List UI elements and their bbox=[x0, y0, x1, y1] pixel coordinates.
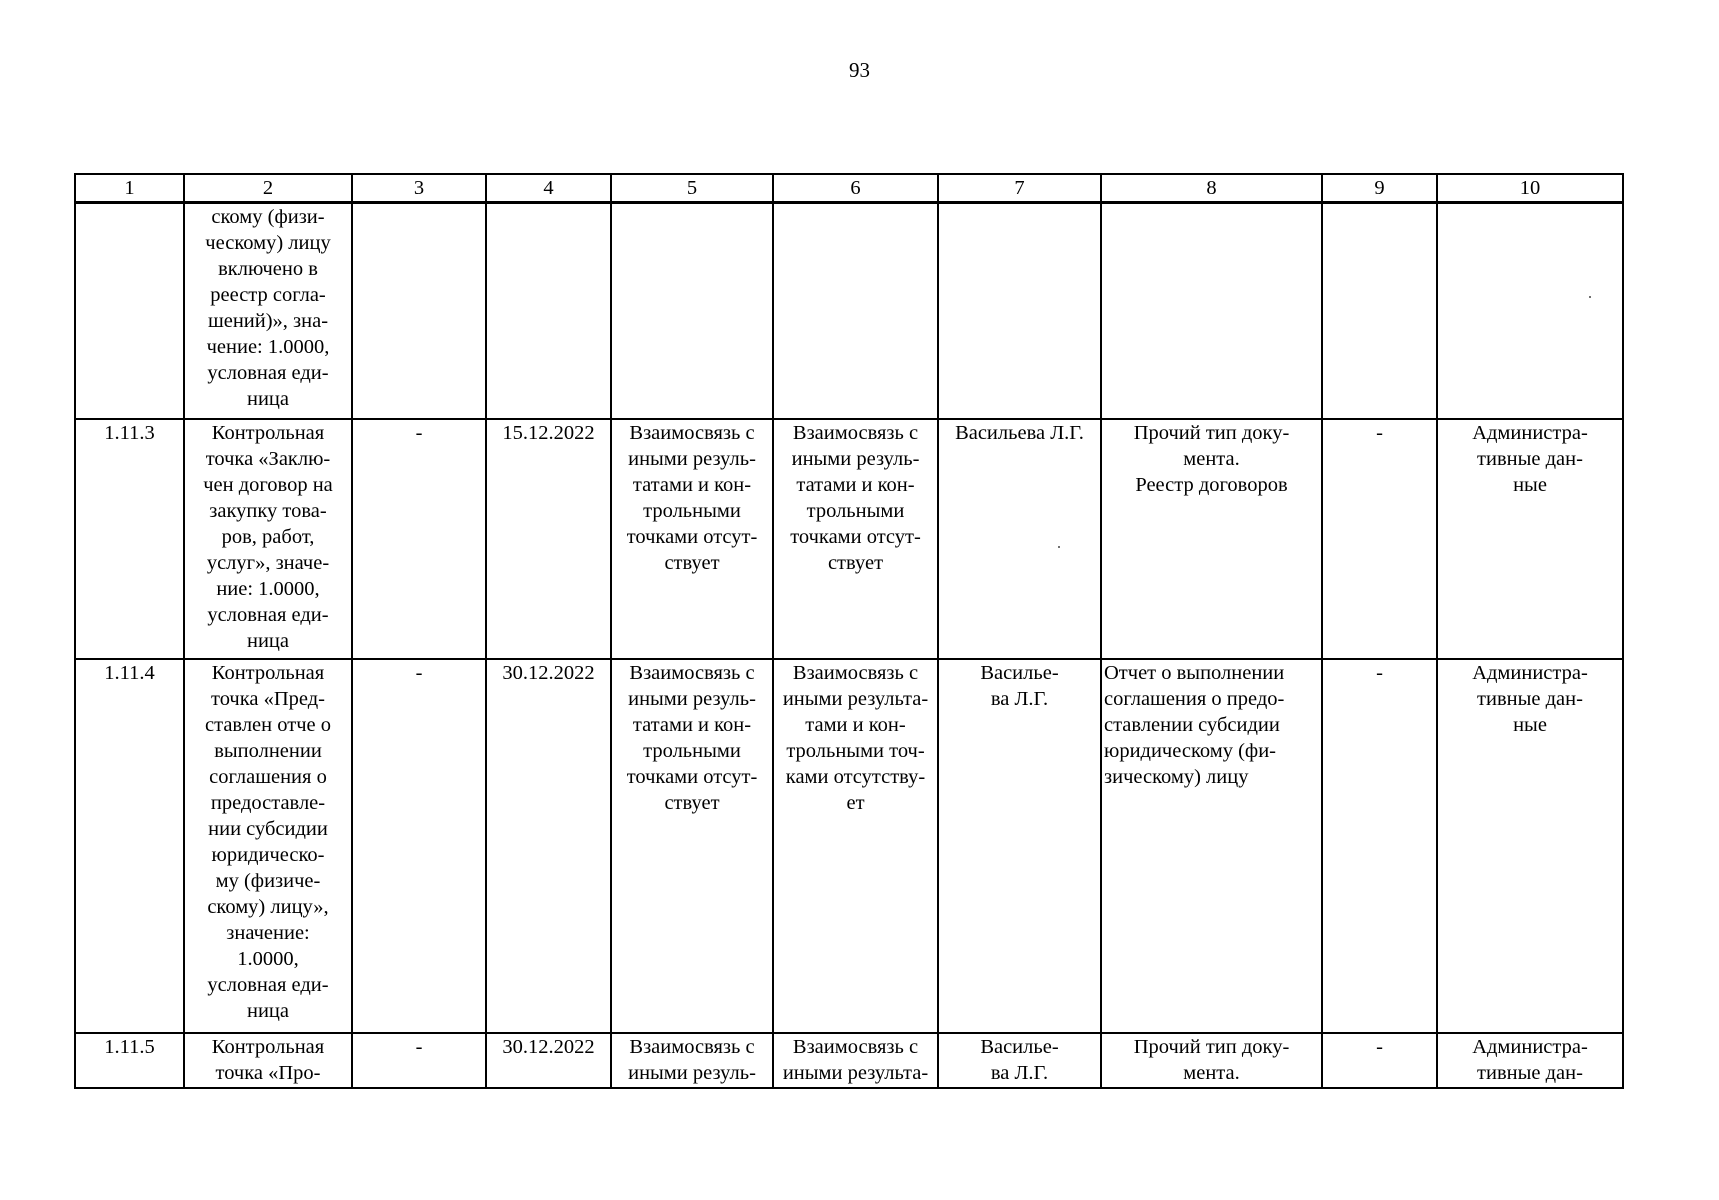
register-table bbox=[74, 173, 1624, 1089]
cell-name: Контрольная точка «Про- bbox=[184, 1033, 352, 1088]
cell-col9: - bbox=[1322, 659, 1437, 1033]
header-row bbox=[75, 174, 1623, 203]
cell-number: 1.11.3 bbox=[75, 419, 184, 659]
cell-responsible: Василье- ва Л.Г. bbox=[938, 1033, 1101, 1088]
cell-col9: - bbox=[1322, 1033, 1437, 1088]
cell-responsible: Васильева Л.Г. bbox=[938, 419, 1101, 659]
cell-col3 bbox=[352, 203, 486, 419]
cell-date: 15.12.2022 bbox=[486, 419, 611, 659]
cell-col6: Взаимосвязь с иными результа- тами и кон- трольными точ- ками отсутству- ет bbox=[773, 659, 938, 1033]
column-header: 3 bbox=[352, 174, 486, 203]
scan-speck bbox=[1589, 296, 1591, 298]
column-header: 6 bbox=[773, 174, 938, 203]
column-header: 5 bbox=[611, 174, 773, 203]
cell-name: Контрольная точка «Заклю- чен договор на закупку това- ров, работ, услуг», значе- ние: 1.0000, условная еди- ница bbox=[184, 419, 352, 659]
cell-responsible: Василье- ва Л.Г. bbox=[938, 659, 1101, 1033]
cell-col3: - bbox=[352, 1033, 486, 1088]
column-header: 1 bbox=[75, 174, 184, 203]
table-row bbox=[75, 419, 1623, 659]
cell-name: Контрольная точка «Пред- ставлен отче о выполнении соглашения о предоставле- нии субсидии юридическо- му (физиче- скому) лицу», значение: 1.0000, условная еди- ница bbox=[184, 659, 352, 1033]
cell-document: Отчет о выполнении соглашения о предо- ставлении субсидии юридическому (фи- зическому) лицу bbox=[1101, 659, 1322, 1033]
cell-col5 bbox=[611, 203, 773, 419]
cell-document: Прочий тип доку- мента. bbox=[1101, 1033, 1322, 1088]
cell-date: 30.12.2022 bbox=[486, 1033, 611, 1088]
cell-col9: - bbox=[1322, 419, 1437, 659]
cell-number bbox=[75, 203, 184, 419]
cell-col6: Взаимосвязь с иными результа- bbox=[773, 1033, 938, 1088]
cell-col3: - bbox=[352, 659, 486, 1033]
table-row bbox=[75, 203, 1623, 419]
cell-name: скому (физи- ческому) лицу включено в реестр согла- шений)», зна- чение: 1.0000, условная еди- ница bbox=[184, 203, 352, 419]
column-header: 8 bbox=[1101, 174, 1322, 203]
column-header: 7 bbox=[938, 174, 1101, 203]
cell-source bbox=[1437, 203, 1623, 419]
table-row bbox=[75, 1033, 1623, 1088]
cell-col5: Взаимосвязь с иными резуль- bbox=[611, 1033, 773, 1088]
cell-document bbox=[1101, 203, 1322, 419]
column-header: 4 bbox=[486, 174, 611, 203]
cell-source: Администра- тивные дан- bbox=[1437, 1033, 1623, 1088]
cell-number: 1.11.5 bbox=[75, 1033, 184, 1088]
cell-col6: Взаимосвязь с иными резуль- татами и кон- трольными точками отсут- ствует bbox=[773, 419, 938, 659]
table-row bbox=[75, 659, 1623, 1033]
cell-source: Администра- тивные дан- ные bbox=[1437, 659, 1623, 1033]
cell-col5: Взаимосвязь с иными резуль- татами и кон- трольными точками отсут- ствует bbox=[611, 659, 773, 1033]
cell-col5: Взаимосвязь с иными резуль- татами и кон- трольными точками отсут- ствует bbox=[611, 419, 773, 659]
column-header: 2 bbox=[184, 174, 352, 203]
page-number: 93 bbox=[849, 58, 870, 82]
cell-number: 1.11.4 bbox=[75, 659, 184, 1033]
scan-speck bbox=[1058, 546, 1060, 548]
cell-source: Администра- тивные дан- ные bbox=[1437, 419, 1623, 659]
column-header: 10 bbox=[1437, 174, 1623, 203]
cell-document: Прочий тип доку- мента. Реестр договоров bbox=[1101, 419, 1322, 659]
cell-date: 30.12.2022 bbox=[486, 659, 611, 1033]
cell-responsible bbox=[938, 203, 1101, 419]
cell-col3: - bbox=[352, 419, 486, 659]
cell-date bbox=[486, 203, 611, 419]
column-header: 9 bbox=[1322, 174, 1437, 203]
cell-col6 bbox=[773, 203, 938, 419]
cell-col9 bbox=[1322, 203, 1437, 419]
